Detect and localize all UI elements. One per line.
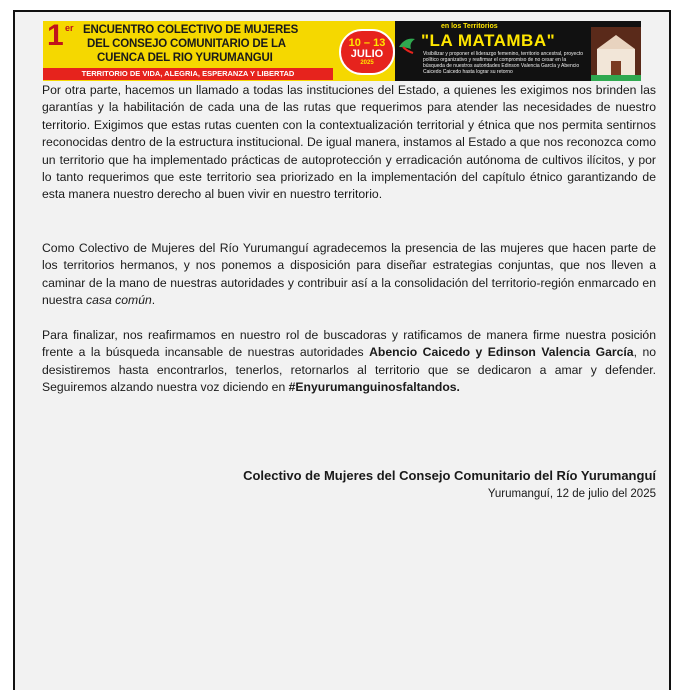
paragraph-closing [42, 327, 656, 397]
banner-description: Visibilizar y proponer el liderazgo femenino, territorio ancestral, proyecto político organizativo y reafirmar el compromiso de no cesar en la búsqueda de nuestros autoridades Edinson Valencia García y Abencio Caicedo Caicedo hasta lograr su retorno [423, 51, 583, 75]
church-icon [591, 27, 641, 81]
text-run: Para finalizar, nos reafirmamos en nuestro rol de buscadoras y ratificamos de manera firme nuestra posición frente a la búsqueda incansable de nuestras autoridades [42, 328, 656, 360]
banner-number: 1 [47, 21, 64, 52]
banner-date-days: 10 – 13 [348, 37, 386, 49]
banner-title-line-1: ENCUENTRO COLECTIVO DE MUJERES [83, 24, 299, 36]
text-run: . [151, 293, 156, 308]
banner-title-line-2: DEL CONSEJO COMUNITARIO DE LA [87, 38, 286, 50]
banner-date-badge [339, 29, 395, 75]
signature-place-date: Yurumanguí, 12 de julio del 2025 [487, 488, 656, 500]
text-run: Como Colectivo de Mujeres del Río Yurumanguí agradecemos la presencia de las mujeres que hacen parte de los territorios hermanos, y nos ponemos a disposición para diseñar estrategias conjuntas, que nos lleven a caminar de la mano de nuestras autoridades y contribuir así a la consolidación del territorio-región enmarcado en nuestra [42, 241, 656, 308]
bird-icon [397, 35, 417, 55]
paragraph-institutions [42, 82, 656, 204]
text-run: , no desistiremos hasta encontrarlos, tenerlos, retornarlos al territorio que se dedicaron a amar y defender. Seguiremos alzando nuestra voz diciendo en [42, 345, 657, 395]
emphasis-bold: Abencio Caicedo y Edinson Valencia García [369, 345, 634, 360]
banner-place-prefix: en los Territorios [441, 23, 498, 30]
banner-slogan: TERRITORIO DE VIDA, ALEGRIA, ESPERANZA Y LIBERTAD [43, 68, 333, 80]
emphasis-italic: casa común [86, 293, 152, 308]
banner-date-month: JULIO [350, 48, 384, 60]
event-banner [43, 21, 641, 81]
banner-ordinal: er [65, 23, 74, 33]
signature-organization: Colectivo de Mujeres del Consejo Comunitario del Río Yurumanguí [243, 468, 656, 483]
text-run: Por otra parte, hacemos un llamado a todas las instituciones del Estado, a quienes les exigimos nos brinden las garantías y la habilitación de cada una de las rutas que requerimos para atender las necesidades de nuestro territorio. Exigimos que estas rutas cuenten con la contextualización territorial y étnica que nos permita sentirnos reconocidas dentro de la estructura institucional. De igual manera, instamos al Estado a que nos reconozca como un territorio que ha implementado prácticas de autoprotección y erradicación autónoma de cultivos ilícitos, y por lo tanto requerimos que este territorio sea priorizado en la implementación del capítulo étnico garantizando de esta manera nuestro derecho al buen vivir en nuestro territorio. [42, 83, 656, 202]
banner-place-name: "LA MATAMBA" [421, 31, 556, 50]
banner-date-year: 2025 [360, 60, 374, 66]
emphasis-bold: #Enyurumanguinosfaltandos. [288, 380, 460, 395]
paragraph-collective [42, 240, 656, 310]
banner-title-line-3: CUENCA DEL RIO YURUMANGUI [97, 52, 273, 64]
